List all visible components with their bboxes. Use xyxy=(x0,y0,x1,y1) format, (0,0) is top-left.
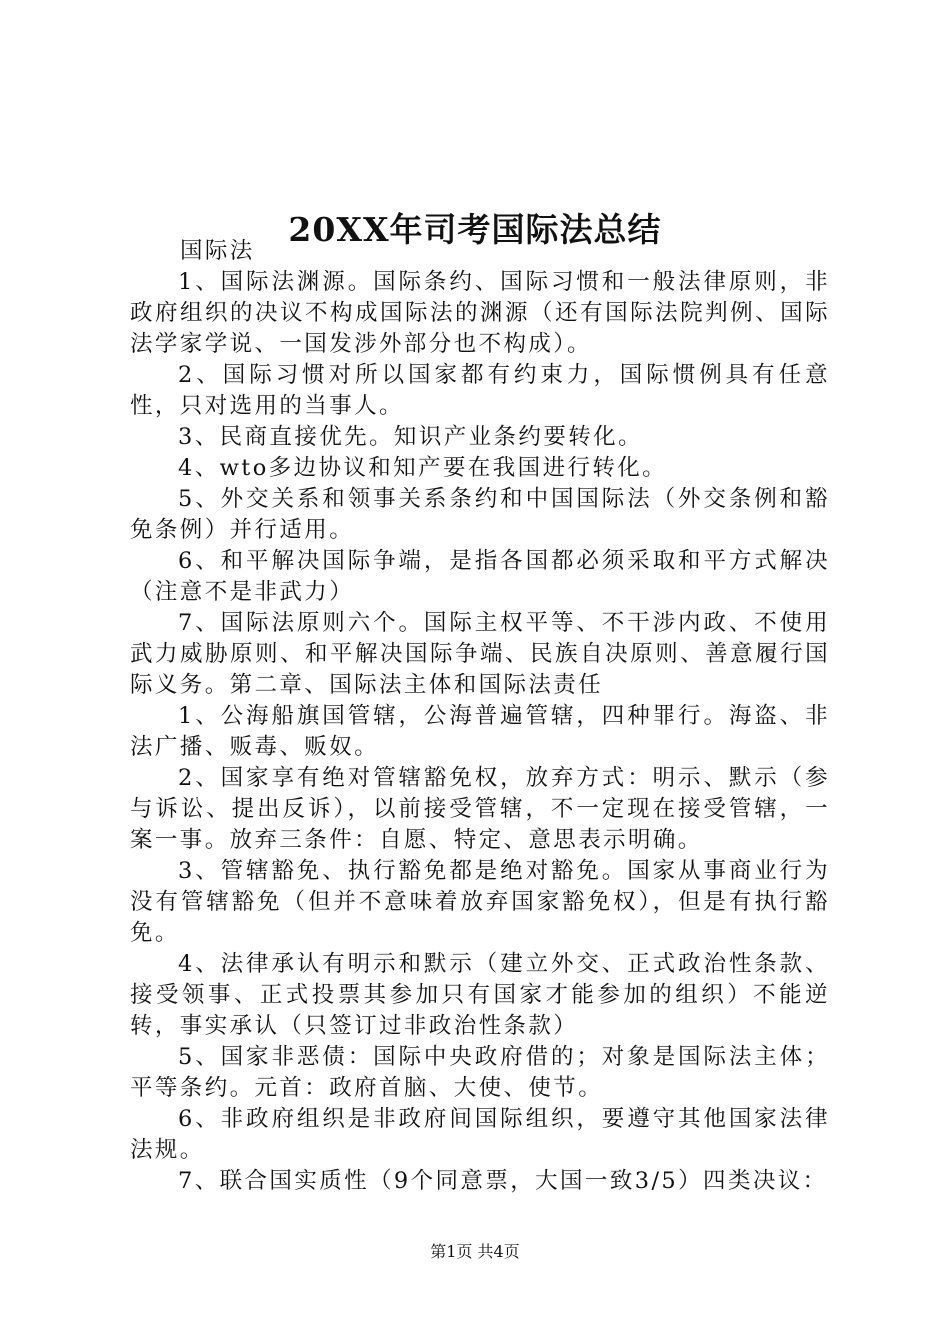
paragraph: 3、民商直接优先。知识产业条约要转化。 xyxy=(178,424,643,450)
paragraph: 4、wto多边协议和知产要在我国进行转化。 xyxy=(178,455,668,481)
paragraph: 3、管辖豁免、执行豁免都是绝对豁免。国家从事商业行为没有管辖豁免（但并不意味着放弃国家豁免权），但是有执行豁免。 xyxy=(130,858,830,946)
paragraph: 5、国家非恶债：国际中央政府借的；对象是国际法主体；平等条约。元首：政府首脑、大使、使节。 xyxy=(130,1044,830,1101)
paragraph: 1、公海船旗国管辖，公海普遍管辖，四种罪行。海盗、非法广播、贩毒、贩奴。 xyxy=(130,703,830,760)
document-title: 20XX年司考国际法总结 xyxy=(288,210,662,250)
page-footer: 第1页 共4页 xyxy=(430,1242,520,1261)
paragraph: 5、外交关系和领事关系条约和中国国际法（外交条例和豁免条例）并行适用。 xyxy=(130,486,830,543)
paragraph: 1、国际法渊源。国际条约、国际习惯和一般法律原则，非政府组织的决议不构成国际法的渊源（还有国际法院判例、国际法学家学说、一国发涉外部分也不构成）。 xyxy=(130,269,830,357)
paragraph: 7、联合国实质性（9个同意票，大国一致3/5）四类决议： xyxy=(178,1168,828,1194)
paragraph: 2、国际习惯对所以国家都有约束力，国际惯例具有任意性，只对选用的当事人。 xyxy=(130,362,830,419)
section-heading: 国际法 xyxy=(180,238,255,264)
paragraph: 6、和平解决国际争端，是指各国都必须采取和平方式解决（注意不是非武力） xyxy=(130,548,830,605)
paragraph: 7、国际法原则六个。国际主权平等、不干涉内政、不使用武力威胁原则、和平解决国际争端、民族自决原则、善意履行国际义务。第二章、国际法主体和国际法责任 xyxy=(130,610,830,698)
document-body xyxy=(130,236,830,1197)
paragraph: 4、法律承认有明示和默示（建立外交、正式政治性条款、接受领事、正式投票其参加只有国家才能参加的组织）不能逆转，事实承认（只签订过非政治性条款） xyxy=(130,951,830,1039)
paragraph: 6、非政府组织是非政府间国际组织，要遵守其他国家法律法规。 xyxy=(130,1106,830,1163)
paragraph: 2、国家享有绝对管辖豁免权，放弃方式：明示、默示（参与诉讼、提出反诉），以前接受管辖，不一定现在接受管辖，一案一事。放弃三条件：自愿、特定、意思表示明确。 xyxy=(130,765,830,853)
